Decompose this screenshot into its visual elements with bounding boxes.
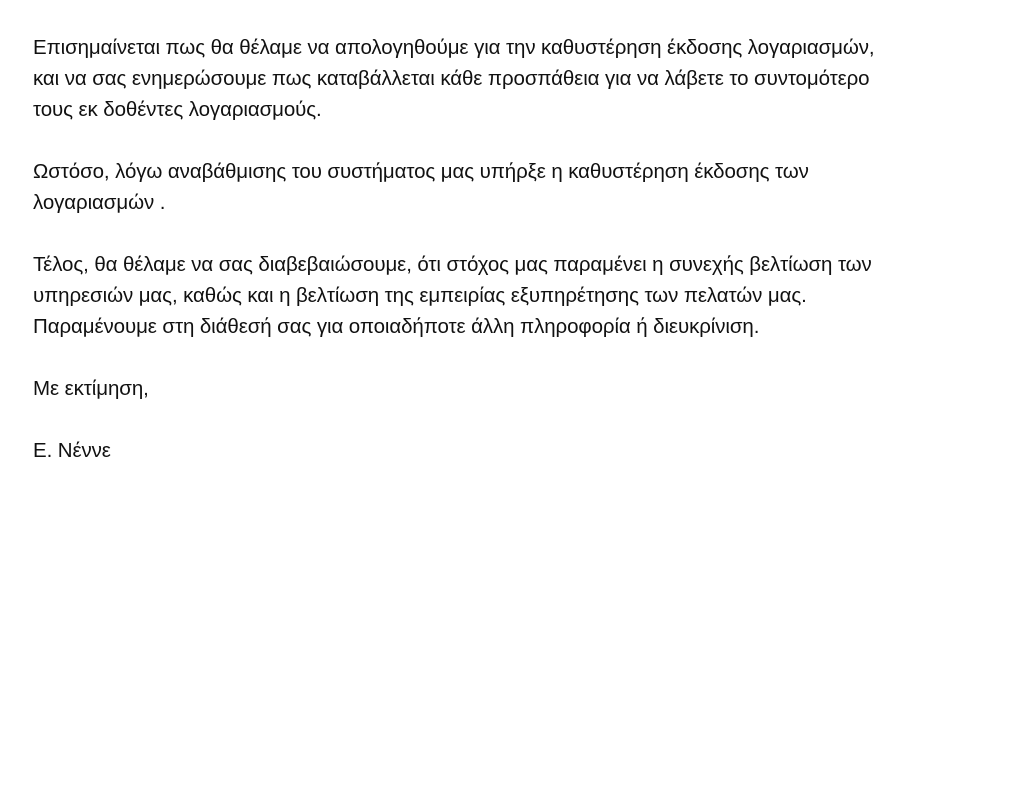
paragraph-apology bbox=[33, 32, 1028, 125]
paragraph-reason bbox=[33, 156, 1028, 218]
paragraph-line: Παραμένουμε στη διάθεσή σας για οποιαδήποτε άλλη πληροφορία ή διευκρίνιση. bbox=[33, 315, 760, 338]
paragraph-line: υπηρεσιών μας, καθώς και η βελτίωση της εμπειρίας εξυπηρέτησης των πελατών μας. bbox=[33, 284, 807, 307]
paragraph-line: Επισημαίνεται πως θα θέλαμε να απολογηθούμε για την καθυστέρηση έκδοσης λογαριασμών, bbox=[33, 36, 875, 59]
paragraph-assurance bbox=[33, 249, 1028, 342]
closing-phrase: Με εκτίμηση, bbox=[33, 377, 149, 400]
paragraph-line: και να σας ενημερώσουμε πως καταβάλλεται κάθε προσπάθεια για να λάβετε το συντομότερο bbox=[33, 67, 870, 90]
paragraph-line: λογαριασμών . bbox=[33, 191, 166, 214]
paragraph-line: τους εκ δοθέντες λογαριασμούς. bbox=[33, 98, 322, 121]
signature: Ε. Νέννε bbox=[33, 439, 111, 462]
paragraph-line: Ωστόσο, λόγω αναβάθμισης του συστήματος μας υπήρξε η καθυστέρηση έκδοσης των bbox=[33, 160, 809, 183]
paragraph-line: Τέλος, θα θέλαμε να σας διαβεβαιώσουμε, ότι στόχος μας παραμένει η συνεχής βελτίωση των bbox=[33, 253, 872, 276]
letter-body bbox=[33, 32, 1028, 497]
